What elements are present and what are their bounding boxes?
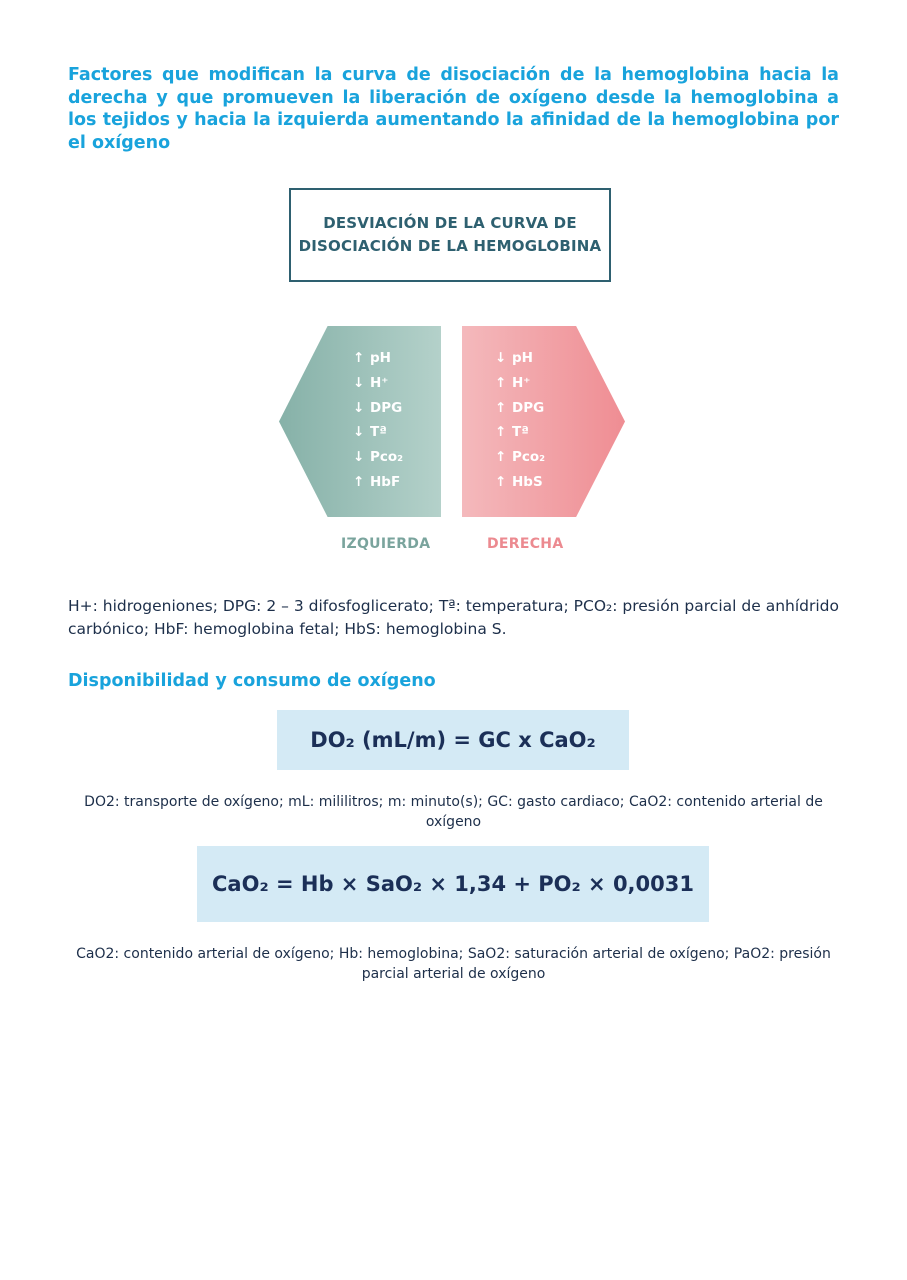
arterial-oxygen-content-caption: CaO2: contenido arterial de oxígeno; Hb: hemoglobina; SaO2: saturación arterial de oxígeno; PaO2: presión parcial arterial de oxígeno [76,946,831,982]
left-factor-item: ↓ Pco₂ [353,445,403,470]
right-factor-item: ↑ H⁺ [495,371,545,396]
left-factor-item: ↑ pH [353,346,403,371]
arrow-icon: ↓ [353,424,365,441]
right-factor-item: ↓ pH [495,346,545,371]
diagram-title-line1: DESVIACIÓN DE LA CURVA DE [323,214,577,232]
arrow-icon: ↑ [495,374,507,391]
oxygen-delivery-formula [277,710,629,770]
right-factor-list [495,346,545,495]
intro-heading: Factores que modifican la curva de disociación de la hemoglobina hacia la derecha y que promueven la liberación de oxígeno desde la hemoglobina a los tejidos y hacia la izquierda aumentando la afinidad de la hemoglobina por el oxígeno [68,65,839,153]
arrow-icon: ↓ [495,350,507,366]
arrow-icon: ↓ [353,399,365,416]
arrow-icon: ↑ [495,424,507,441]
arrow-icon: ↑ [495,473,507,490]
right-factor-item: ↑ Pco₂ [495,445,545,470]
right-factor-item: ↑ DPG [495,396,545,421]
right-shift-label: DERECHA [487,536,564,552]
right-factor-item: ↑ Tª [495,420,545,445]
left-factor-item: ↑ HbF [353,470,403,495]
arrow-icon: ↓ [353,449,365,466]
abbreviations-legend: H+: hidrogeniones; DPG: 2 – 3 difosfoglicerato; Tª: temperatura; PCO₂: presión parcial de anhídrido carbónico; HbF: hemoglobina fetal; HbS: hemoglobina S. [68,597,839,638]
arterial-oxygen-content-formula [197,846,709,922]
formula-text: CaO₂ = Hb × SaO₂ × 1,34 + PO₂ × 0,0031 [212,872,694,896]
arrow-icon: ↑ [495,449,507,466]
arrow-icon: ↑ [353,473,365,490]
arrow-icon: ↑ [353,350,365,366]
left-shift-label: IZQUIERDA [341,536,431,552]
arrow-icon: ↑ [495,399,507,416]
diagram-title-box [289,188,611,282]
oxygen-delivery-caption: DO2: transporte de oxígeno; mL: mililitros; m: minuto(s); GC: gasto cardiaco; CaO2: contenido arterial de oxígeno [84,794,823,830]
left-factor-list [353,346,403,495]
left-factor-item: ↓ Tª [353,420,403,445]
left-factor-item: ↓ DPG [353,396,403,421]
section-heading: Disponibilidad y consumo de oxígeno [68,671,436,691]
right-factor-item: ↑ HbS [495,470,545,495]
arrow-icon: ↓ [353,374,365,391]
formula-text: DO₂ (mL/m) = GC x CaO₂ [310,728,596,752]
left-factor-item: ↓ H⁺ [353,371,403,396]
diagram-title-line2: DISOCIACIÓN DE LA HEMOGLOBINA [298,237,602,255]
